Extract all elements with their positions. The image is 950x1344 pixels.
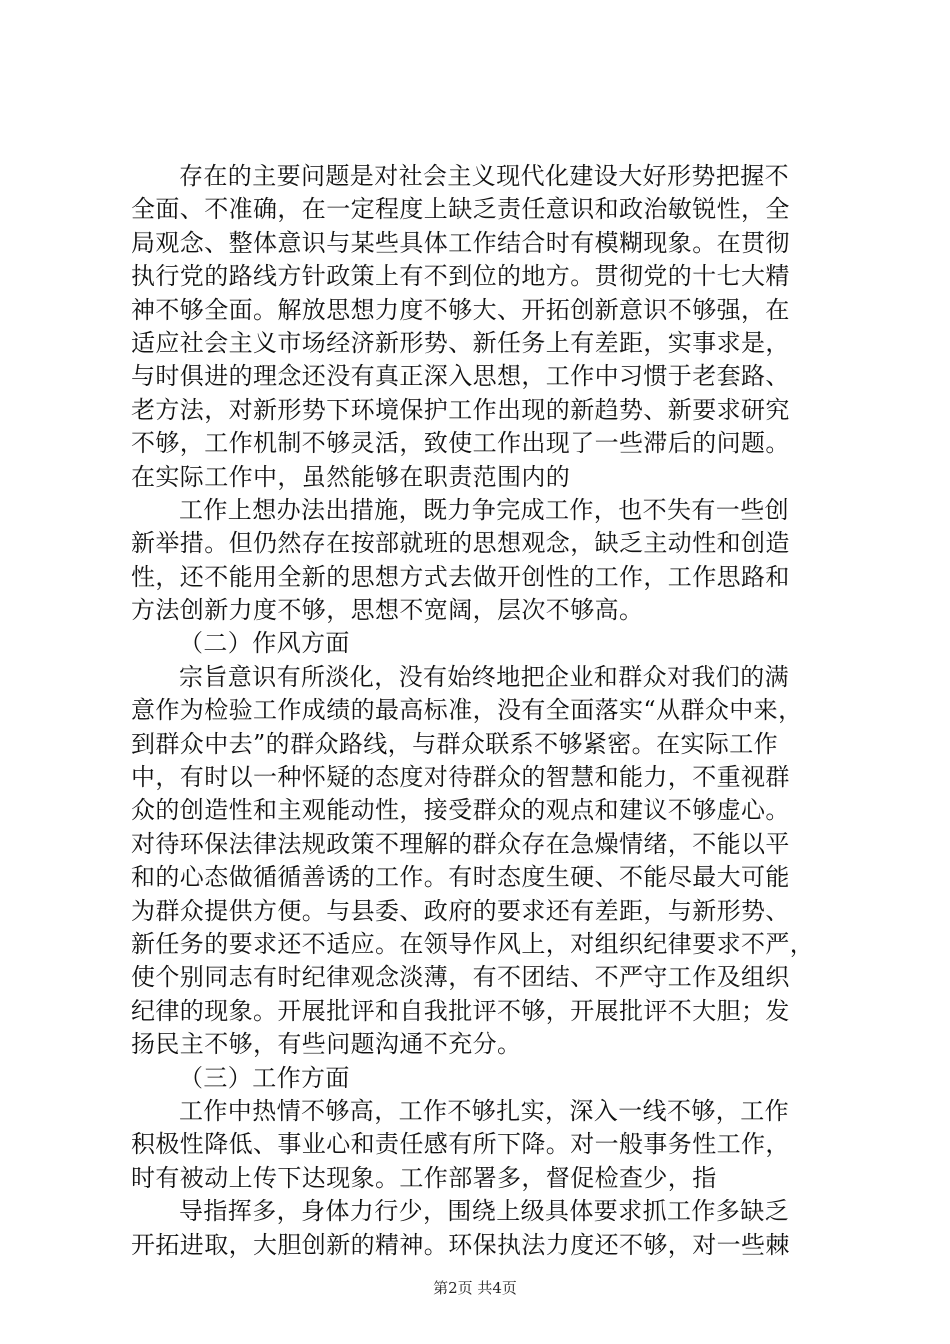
paragraph-line: 扬民主不够，有些问题沟通不充分。 [131, 1030, 522, 1059]
paragraph-line: 新举措。但仍然存在按部就班的思想观念，缺乏主动性和创造 [131, 529, 790, 558]
paragraph-line: 和的心态做循循善诱的工作。有时态度生硬、不能尽最大可能 [131, 863, 790, 892]
paragraph-line: 老方法，对新形势下环境保护工作出现的新趋势、新要求研究 [131, 395, 790, 424]
paragraph-line: 神不够全面。解放思想力度不够大、开拓创新意识不够强，在 [131, 295, 790, 324]
page-number-footer: 第2页 共4页 [433, 1279, 517, 1297]
paragraph-line: 众的创造性和主观能动性，接受群众的观点和建议不够虚心。 [131, 796, 790, 825]
paragraph-line: 存在的主要问题是对社会主义现代化建设大好形势把握不 [179, 162, 789, 190]
paragraph-line: 执行党的路线方针政策上有不到位的地方。贯彻党的十七大精 [131, 262, 790, 291]
paragraph-line: 积极性降低、事业心和责任感有所下降。对一般事务性工作， [131, 1130, 790, 1159]
paragraph-line: 不够，工作机制不够灵活，致使工作出现了一些滞后的问题。 [131, 429, 790, 458]
paragraph-line: 使个别同志有时纪律观念淡薄，有不团结、不严守工作及组织 [131, 963, 790, 992]
paragraph-line: 意作为检验工作成绩的最高标准，没有全面落实“从群众中来， [131, 696, 803, 725]
paragraph-line: 时有被动上传下达现象。工作部署多，督促检查少，指 [131, 1163, 717, 1192]
paragraph-line: 新任务的要求还不适应。在领导作风上，对组织纪律要求不严， [131, 929, 815, 958]
paragraph-line: 中，有时以一种怀疑的态度对待群众的智慧和能力，不重视群 [131, 763, 790, 792]
paragraph-line: 到群众中去”的群众路线，与群众联系不够紧密。在实际工作 [131, 729, 779, 758]
paragraph-line: 在实际工作中，虽然能够在职责范围内的 [131, 462, 571, 491]
paragraph-line: 导指挥多，身体力行少，围绕上级具体要求抓工作多缺乏 [179, 1197, 789, 1226]
paragraph-line: 工作上想办法出措施，既力争完成工作，也不失有一些创 [179, 495, 789, 524]
paragraph-line: 适应社会主义市场经济新形势、新任务上有差距，实事求是， [131, 328, 790, 357]
paragraph-line: 方法创新力度不够，思想不宽阔，层次不够高。 [131, 596, 644, 625]
section-heading: （二）作风方面 [179, 629, 350, 658]
paragraph-line: 全面、不准确，在一定程度上缺乏责任意识和政治敏锐性，全 [131, 195, 790, 224]
paragraph-line: 与时俱进的理念还没有真正深入思想，工作中习惯于老套路、 [131, 362, 790, 391]
paragraph-line: 宗旨意识有所淡化，没有始终地把企业和群众对我们的满 [179, 662, 789, 691]
paragraph-line: 工作中热情不够高，工作不够扎实，深入一线不够，工作 [179, 1096, 789, 1125]
paragraph-line: 纪律的现象。开展批评和自我批评不够，开展批评不大胆；发 [131, 996, 790, 1025]
paragraph-line: 性，还不能用全新的思想方式去做开创性的工作，工作思路和 [131, 562, 790, 591]
section-heading: （三）工作方面 [179, 1063, 350, 1092]
document-body [131, 160, 831, 1262]
paragraph-line: 对待环保法律法规政策不理解的群众存在急燥情绪，不能以平 [131, 829, 790, 858]
paragraph-line: 开拓进取，大胆创新的精神。环保执法力度还不够，对一些棘 [131, 1230, 790, 1259]
paragraph-line: 为群众提供方便。与县委、政府的要求还有差距，与新形势、 [131, 896, 790, 925]
paragraph-line: 局观念、整体意识与某些具体工作结合时有模糊现象。在贯彻 [131, 228, 790, 257]
